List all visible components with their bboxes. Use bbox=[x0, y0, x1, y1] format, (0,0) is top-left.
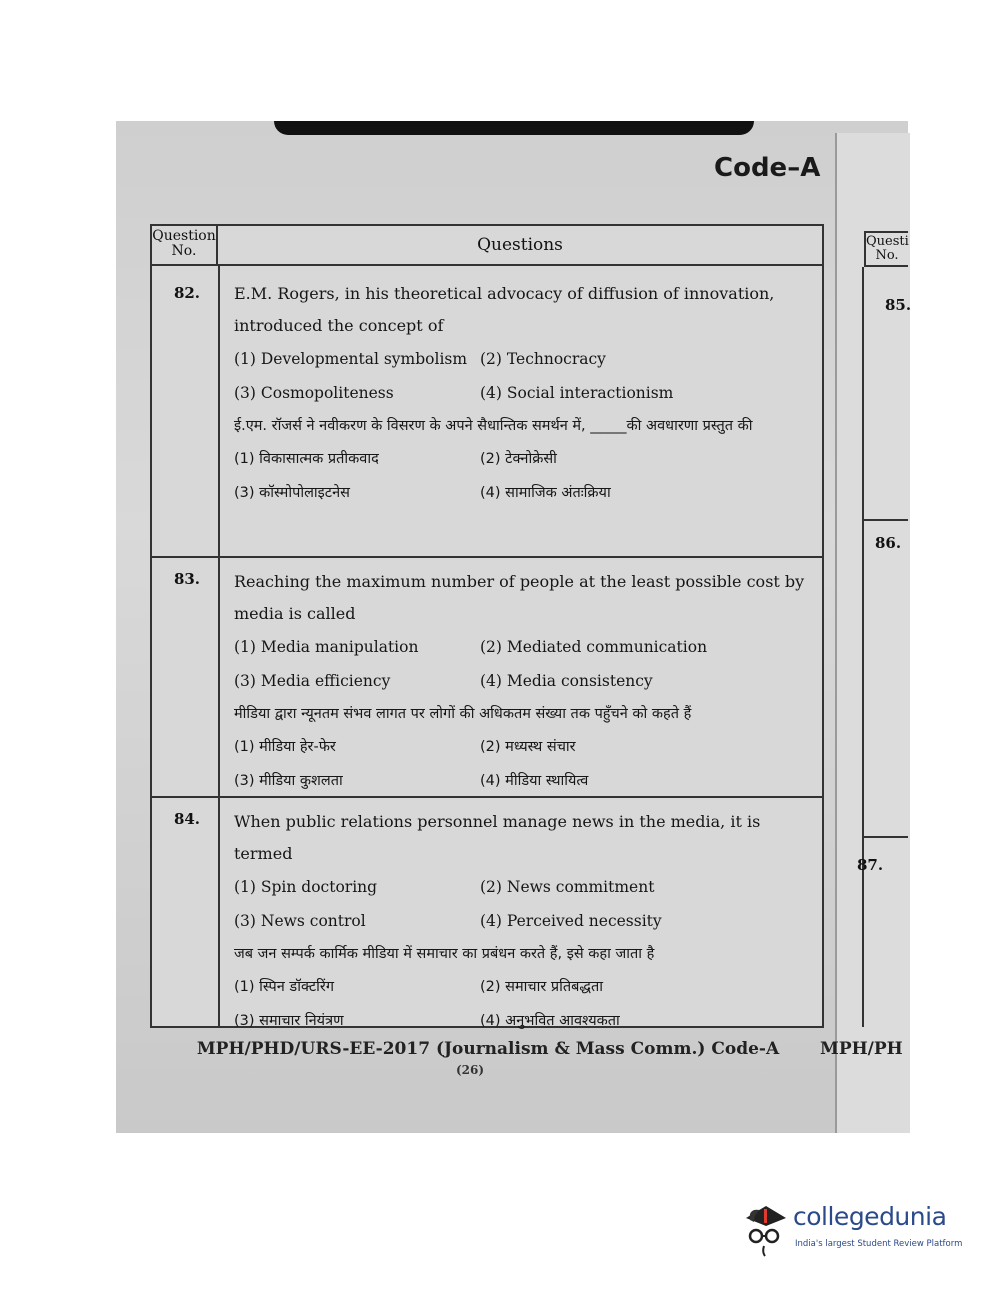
collegedunia-logo[interactable] bbox=[740, 1196, 965, 1266]
option: (2) News commitment bbox=[480, 878, 655, 896]
option: (2) समाचार प्रतिबद्धता bbox=[480, 979, 604, 995]
question-body bbox=[234, 806, 814, 1038]
side-question-number: 85. bbox=[885, 296, 912, 314]
option: (3) कॉस्मोपोलाइटनेस bbox=[234, 485, 350, 501]
option: (4) अनुभवित आवश्यकता bbox=[480, 1013, 620, 1029]
option: (2) Technocracy bbox=[480, 350, 606, 368]
side-question-number: 86. bbox=[875, 534, 902, 552]
option-row bbox=[234, 442, 814, 476]
option: (3) News control bbox=[234, 912, 366, 930]
side-footer: MPH/PH bbox=[820, 1039, 903, 1059]
question-text-hi: ई.एम. रॉजर्स ने नवीकरण के विसरण के अपने सैधान्तिक समर्थन में, _____की अवधारणा प्रस्तुत की bbox=[234, 418, 753, 434]
question-84 bbox=[152, 796, 822, 1028]
option-row bbox=[234, 630, 814, 664]
option: (1) Developmental symbolism bbox=[234, 350, 468, 368]
option-row bbox=[234, 376, 814, 410]
logo-wordmark: collegedunia bbox=[793, 1202, 947, 1231]
mascot-icon bbox=[740, 1196, 790, 1256]
adjacent-page bbox=[835, 133, 910, 1133]
option: (3) Media efficiency bbox=[234, 672, 391, 690]
option-row bbox=[234, 730, 814, 764]
question-body bbox=[234, 566, 814, 798]
option: (1) Media manipulation bbox=[234, 638, 419, 656]
option-row bbox=[234, 904, 814, 938]
option: (4) Perceived necessity bbox=[480, 912, 662, 930]
questions-table bbox=[150, 224, 824, 1028]
option: (4) Social interactionism bbox=[480, 384, 674, 402]
page-footer: MPH/PHD/URS-EE-2017 (Journalism & Mass Comm.) Code-A bbox=[196, 1039, 780, 1059]
side-row-divider bbox=[862, 836, 908, 838]
option-row bbox=[234, 664, 814, 698]
option: (4) मीडिया स्थायित्व bbox=[480, 773, 589, 789]
option: (3) समाचार नियंत्रण bbox=[234, 1013, 344, 1029]
option: (4) Media consistency bbox=[480, 672, 653, 690]
option: (1) विकासात्मक प्रतीकवाद bbox=[234, 451, 379, 467]
option-row bbox=[234, 764, 814, 798]
option: (3) Cosmopoliteness bbox=[234, 384, 394, 402]
option-row bbox=[234, 1004, 814, 1038]
questions-header: Questions bbox=[477, 235, 563, 255]
paper-code: Code–A bbox=[714, 153, 821, 183]
option-row bbox=[234, 342, 814, 376]
option: (2) मध्यस्थ संचार bbox=[480, 739, 576, 755]
question-text-en: Reaching the maximum number of people at the least possible cost by media is called bbox=[234, 572, 805, 623]
side-question-number: 87. bbox=[857, 856, 884, 874]
option: (2) टेक्नोक्रेसी bbox=[480, 451, 557, 467]
side-question-no-header: Questi No. bbox=[864, 231, 908, 267]
page-top-shadow bbox=[274, 121, 754, 135]
question-no-header: Question No. bbox=[152, 226, 218, 264]
option: (1) Spin doctoring bbox=[234, 878, 378, 896]
side-row-divider bbox=[862, 519, 908, 521]
question-text-en: When public relations personnel manage news in the media, it is termed bbox=[234, 812, 761, 863]
question-number: 83. bbox=[173, 570, 201, 588]
page-number: (26) bbox=[456, 1063, 485, 1077]
question-82 bbox=[152, 266, 822, 554]
option-row bbox=[234, 476, 814, 510]
option-row bbox=[234, 970, 814, 1004]
option: (2) Mediated communication bbox=[480, 638, 708, 656]
question-body bbox=[234, 278, 814, 510]
question-number: 84. bbox=[173, 810, 201, 828]
table-header bbox=[152, 226, 822, 266]
question-text-hi: जब जन सम्पर्क कार्मिक मीडिया में समाचार का प्रबंधन करते हैं, इसे कहा जाता है bbox=[234, 946, 655, 962]
option: (4) सामाजिक अंतःक्रिया bbox=[480, 485, 611, 501]
question-83 bbox=[152, 556, 822, 796]
option: (1) स्पिन डॉक्टरिंग bbox=[234, 979, 335, 995]
option: (1) मीडिया हेर-फेर bbox=[234, 739, 336, 755]
question-text-en: E.M. Rogers, in his theoretical advocacy of diffusion of innovation, introduced the concept of bbox=[234, 284, 775, 335]
option: (3) मीडिया कुशलता bbox=[234, 773, 343, 789]
option-row bbox=[234, 870, 814, 904]
question-text-hi: मीडिया द्वारा न्यूनतम संभव लागत पर लोगों की अधिकतम संख्या तक पहुँचने को कहते हैं bbox=[234, 706, 692, 722]
question-number: 82. bbox=[173, 284, 201, 302]
logo-tagline: India's largest Student Review Platform bbox=[795, 1239, 963, 1249]
exam-page-photo bbox=[116, 121, 912, 1133]
side-divider bbox=[862, 267, 864, 1027]
